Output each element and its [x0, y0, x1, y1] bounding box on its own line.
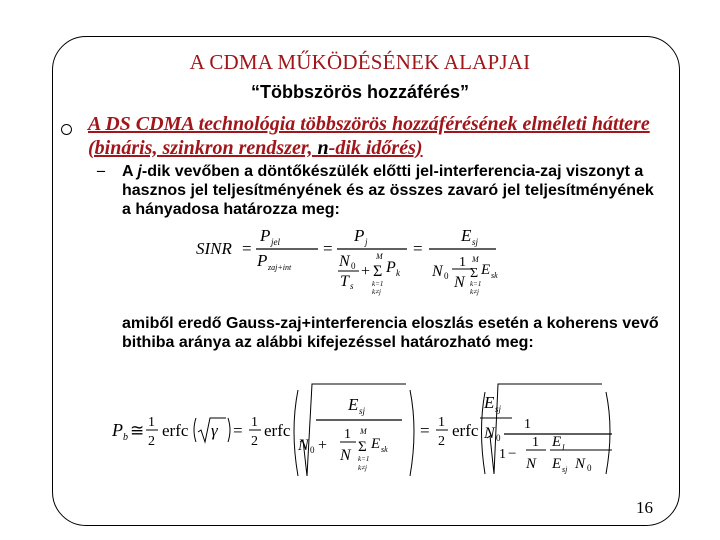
paren-right — [410, 390, 414, 476]
sinr-formula — [196, 224, 506, 309]
one-numerator: 1 — [524, 417, 531, 432]
k1-lower: k=1 — [358, 455, 370, 463]
b-subscript: b — [123, 432, 128, 443]
ei-symbol: E — [552, 434, 562, 450]
p-jel: P — [260, 226, 271, 245]
paren-left — [194, 418, 196, 442]
pk-symbol: P — [386, 259, 396, 276]
n0-symbol: N — [575, 456, 586, 472]
sigma-symbol: Σ — [358, 439, 367, 455]
half-num: 1 — [251, 415, 258, 430]
eq-sign: = — [233, 421, 243, 440]
one-denominator: 1 — [499, 447, 506, 462]
k-subscript: k — [396, 268, 400, 278]
esj-symbol: E — [461, 226, 472, 245]
knej-lower: k≠j — [470, 288, 479, 296]
sinr-description — [122, 162, 662, 219]
sigma-symbol: Σ — [373, 263, 383, 280]
k1-lower: k=1 — [372, 280, 384, 288]
esj-symbol: E — [348, 395, 359, 414]
sk-subscript: sk — [491, 271, 498, 280]
erfc-label: erfc — [452, 421, 479, 440]
gamma-symbol: γ — [211, 421, 218, 440]
slide-subtitle: “Többszörös hozzáférés” — [250, 82, 470, 102]
ts-symbol: T — [340, 273, 349, 290]
paren-left — [294, 390, 298, 476]
eq-sign: = — [420, 421, 430, 440]
erfc-label: erfc — [264, 421, 291, 440]
eq-sign: = — [413, 239, 423, 258]
n-denominator: N — [526, 456, 537, 472]
pb-symbol: P — [112, 420, 123, 440]
zero-subscript: 0 — [496, 433, 501, 443]
m-upper: M — [472, 255, 479, 264]
i-subscript: I — [562, 443, 565, 452]
n0-symbol: N — [432, 263, 443, 280]
zero-subscript: 0 — [351, 261, 356, 271]
sinr-description-post: -dik vevőben a döntőkészülék előtti jel-interferencia-zaj viszonyt a hasznos jel teljesítményének és az összes zavaró jel teljesítményének a hányadosa határozza meg: — [122, 163, 654, 218]
sk-subscript: sk — [381, 445, 388, 454]
bullet-heading — [88, 112, 668, 160]
bullet-circle-icon — [61, 124, 72, 135]
n-denominator: N — [340, 447, 351, 464]
approx-sign: ≅ — [130, 421, 145, 440]
half-den: 2 — [148, 434, 155, 449]
m-upper: M — [360, 427, 367, 436]
half-den: 2 — [251, 434, 258, 449]
half-num: 1 — [148, 415, 155, 430]
plus-sign: + — [318, 437, 328, 454]
j-subscript: j — [365, 237, 368, 247]
esk-symbol: E — [481, 262, 491, 278]
erfc-label: erfc — [162, 421, 189, 440]
sinr-formula-svg — [196, 224, 506, 304]
bullet-heading-var: n — [317, 137, 329, 159]
n0-symbol: N — [339, 253, 350, 270]
one-numerator: 1 — [532, 435, 539, 450]
jel-subscript: jel — [271, 237, 280, 247]
bullet-heading-pre: A DS CDMA technológia többszörös hozzáférésének elméleti háttere (bináris, szinkron rendszer, — [88, 113, 650, 159]
m-upper: M — [376, 252, 383, 261]
esk-symbol: E — [371, 436, 381, 452]
sinr-description-var: j — [137, 163, 142, 180]
esj-symbol: E — [484, 393, 495, 412]
paren-right — [228, 418, 230, 442]
zero-subscript: 0 — [444, 271, 449, 281]
sj-subscript: sj — [359, 406, 366, 416]
ber-formula — [112, 380, 622, 490]
sinr-description-pre: A — [122, 163, 138, 180]
zero-subscript: 0 — [310, 445, 315, 455]
p-j: P — [354, 226, 365, 245]
n0-symbol: N — [484, 425, 495, 442]
sinr-label: SINR — [196, 239, 232, 258]
sj-subscript: sj — [495, 404, 502, 414]
knej-lower: k≠j — [358, 464, 367, 472]
sigma-symbol: Σ — [470, 266, 479, 281]
zajint-subscript: zaj+int — [268, 263, 292, 272]
page-number: 16 — [636, 498, 653, 517]
zero-subscript: 0 — [587, 463, 592, 473]
slide-title: A CDMA MŰKÖDÉSÉNEK ALAPJAI — [189, 50, 531, 74]
ber-description: amiből eredő Gauss-zaj+interferencia eloszlás esetén a koherens vevő bithiba aránya az alábbi kifejezéssel határozható meg: — [122, 315, 659, 351]
knej-lower: k≠j — [372, 288, 381, 296]
sj-subscript: sj — [472, 237, 479, 247]
eq-sign: = — [242, 239, 252, 258]
plus-sign: + — [361, 263, 371, 280]
sj-subscript: sj — [562, 465, 568, 474]
one-numerator: 1 — [459, 255, 466, 270]
minus-sign: − — [508, 446, 517, 462]
eq-sign: = — [323, 239, 333, 258]
dash-marker: – — [97, 162, 105, 179]
bullet-heading-post: -dik időrés) — [328, 137, 423, 159]
half-num: 1 — [438, 415, 445, 430]
s-subscript: s — [350, 281, 354, 291]
half-den: 2 — [438, 434, 445, 449]
n0-symbol: N — [298, 437, 309, 454]
paren-right — [606, 392, 610, 474]
ber-formula-svg — [112, 380, 622, 485]
one-numerator: 1 — [344, 427, 351, 442]
n-denominator: N — [454, 274, 465, 291]
esj-symbol: E — [552, 456, 562, 472]
p-zajint: P — [257, 251, 268, 270]
k1-lower: k=1 — [470, 280, 482, 288]
